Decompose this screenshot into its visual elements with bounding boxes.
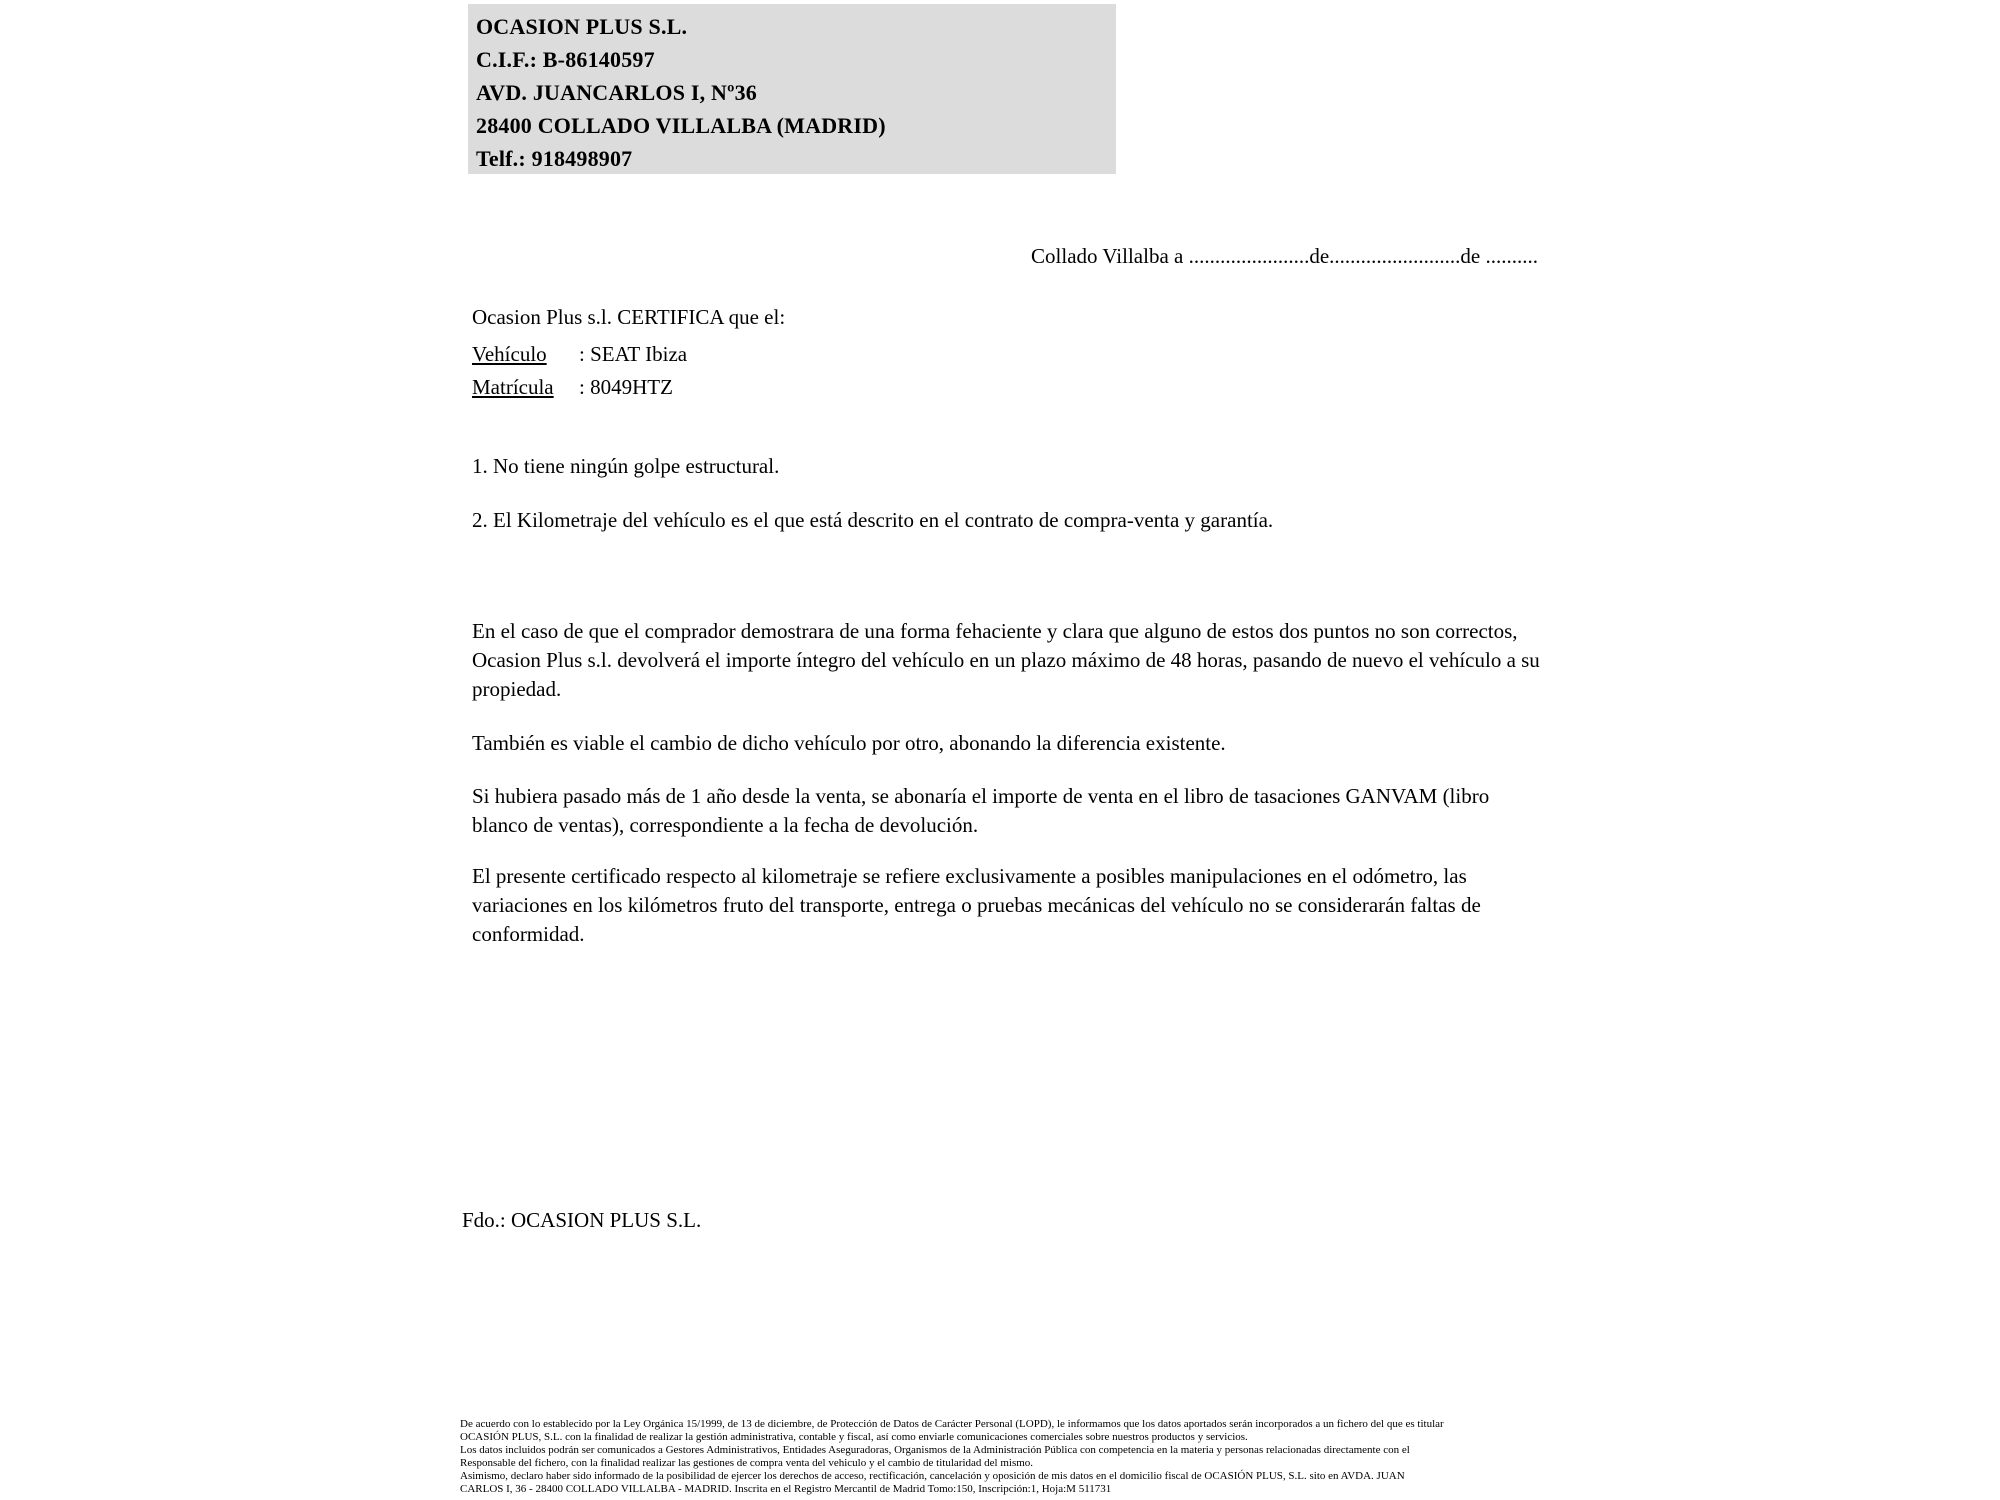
condition-point-2: 2. El Kilometraje del vehículo es el que está descrito en el contrato de compra-venta y garantía. — [472, 508, 1274, 532]
condition-point-1: 1. No tiene ningún golpe estructural. — [472, 454, 780, 478]
signature-line: Fdo.: OCASION PLUS S.L. — [462, 1208, 702, 1232]
paragraph-ganvam: Si hubiera pasado más de 1 año desde la venta, se abonaría el importe de venta en el libro de tasaciones GANVAM (libro blanco de ventas), correspondiente a la fecha de devolución. — [472, 784, 1490, 837]
legal-footer-line-1: De acuerdo con lo establecido por la Ley Orgánica 15/1999, de 13 de diciembre, de Protección de Datos de Carácter Personal (LOPD), le informamos que los datos aportados serán incorporados a un fichero del que es titular — [460, 1418, 1444, 1430]
legal-footer-line-4: Responsable del fichero, con la finalidad realizar las gestiones de compra venta del vehiculo y el cambio de titularidad del mismo. — [460, 1457, 1034, 1469]
vehicle-field-value: : SEAT Ibiza — [579, 342, 688, 366]
vehicle-field — [472, 338, 785, 371]
certify-intro: Ocasion Plus s.l. CERTIFICA que el: — [472, 305, 786, 329]
company-cif: C.I.F.: B-86140597 — [476, 47, 655, 72]
paragraph-exchange: También es viable el cambio de dicho vehículo por otro, abonando la diferencia existente. — [472, 731, 1226, 755]
legal-footer-line-5: Asimismo, declaro haber sido informado de la posibilidad de ejercer los derechos de acceso, rectificación, cancelación y oposición de mis datos en el domicilio fiscal de OCASIÓN PLUS, S.L. sito en AVDA. JUAN — [460, 1470, 1405, 1482]
plate-field — [472, 371, 785, 404]
company-phone: Telf.: 918498907 — [476, 146, 633, 171]
vehicle-field-label: Vehículo — [472, 342, 547, 366]
paragraph-refund: En el caso de que el comprador demostrara de una forma fehaciente y clara que alguno de estos dos puntos no son correctos, Ocasion Plus s.l. devolverá el importe íntegro del vehículo en un plazo máximo de 48 horas, pasando de nuevo el vehículo a su propiedad. — [472, 619, 1540, 701]
legal-footer-line-3: Los datos incluidos podrán ser comunicados a Gestores Administrativos, Entidades Aseguradoras, Organismos de la Administración Pública con competencia en la materia y personas relacionadas directamente con el — [460, 1444, 1410, 1456]
legal-footer-line-2: OCASIÓN PLUS, S.L. con la finalidad de realizar la gestión administrativa, contable y fiscal, así como enviarle comunicaciones comerciales sobre nuestros productos y servicios. — [460, 1431, 1248, 1443]
plate-field-label: Matrícula — [472, 375, 554, 399]
date-line: Collado Villalba a .......................de.........................de .......... — [1031, 244, 1538, 268]
plate-field-value: : 8049HTZ — [579, 375, 673, 399]
certification-block — [472, 303, 785, 404]
company-name: OCASION PLUS S.L. — [476, 14, 688, 39]
legal-footer-line-6: CARLOS I, 36 - 28400 COLLADO VILLALBA - MADRID. Inscrita en el Registro Mercantil de Madrid Tomo:150, Inscripción:1, Hoja:M 511731 — [460, 1483, 1112, 1495]
company-address: AVD. JUANCARLOS I, Nº36 — [476, 80, 757, 105]
paragraph-odometer: El presente certificado respecto al kilometraje se refiere exclusivamente a posibles manipulaciones en el odómetro, las variaciones en los kilómetros fruto del transporte, entrega o pruebas mecánicas del vehículo no se considerarán faltas de conformidad. — [472, 864, 1481, 946]
legal-footer — [460, 1418, 1444, 1496]
company-header-box — [468, 4, 1116, 174]
company-postal-city: 28400 COLLADO VILLALBA (MADRID) — [476, 113, 886, 138]
